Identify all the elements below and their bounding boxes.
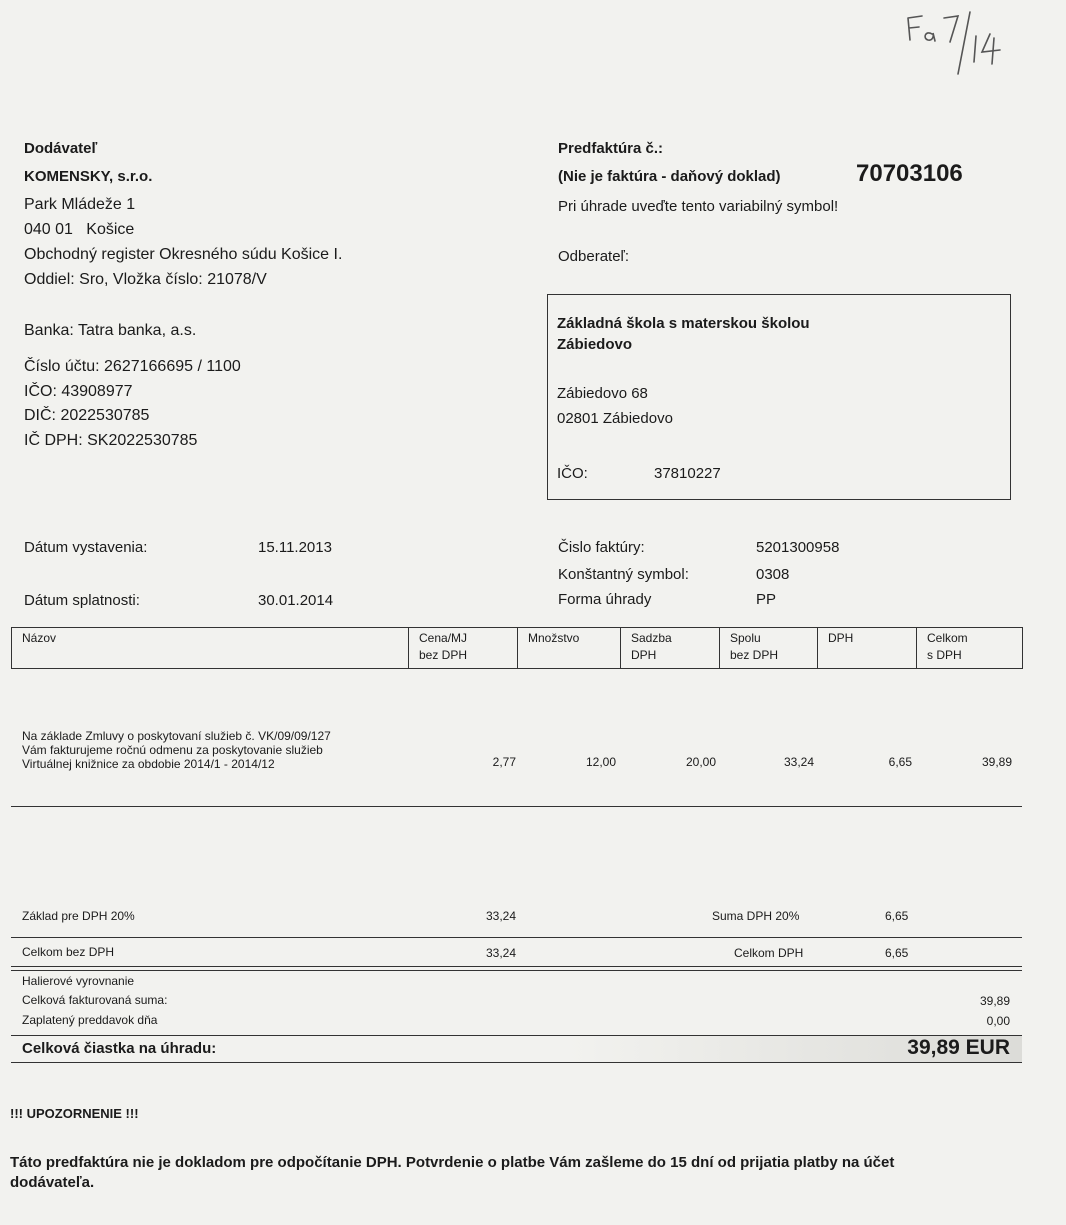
- const-symbol-value: 0308: [756, 566, 790, 583]
- supplier-street: Park Mládeže 1: [24, 196, 136, 213]
- item-vat-rate: 20,00: [685, 755, 716, 769]
- col-header-name: Názov: [12, 628, 409, 669]
- customer-name-line1: Základná škola s materskou školou: [557, 315, 810, 332]
- col-header-vat: DPH: [818, 628, 917, 669]
- item-quantity: 12,00: [585, 755, 616, 769]
- advance-value: 0,00: [986, 1014, 1010, 1028]
- invoiced-label: Celková fakturovaná suma:: [22, 993, 168, 1007]
- customer-name-line2: Zábiedovo: [557, 336, 633, 353]
- rounding-label: Halierové vyrovnanie: [22, 974, 135, 988]
- vat-sum-value: 6,65: [885, 909, 909, 923]
- items-table: [11, 627, 1023, 669]
- invoice-number-value: 5201300958: [756, 539, 840, 556]
- total-due-label: Celková čiastka na úhradu:: [22, 1040, 217, 1057]
- vat-total-label: Celkom DPH: [734, 946, 804, 960]
- proforma-note: (Nie je faktúra - daňový doklad): [558, 168, 781, 185]
- due-date-label: Dátum splatnosti:: [24, 592, 140, 609]
- supplier-ic-dph: IČ DPH: SK2022530785: [24, 432, 198, 449]
- warning-title: !!! UPOZORNENIE !!!: [10, 1106, 139, 1121]
- const-symbol-label: Konštantný symbol:: [558, 566, 689, 583]
- issued-value: 15.11.2013: [258, 539, 332, 556]
- supplier-register: Obchodný register Okresného súdu Košice I.: [24, 246, 343, 263]
- net-total-value: 33,24: [485, 946, 516, 960]
- total-due-value: 39,89 EUR: [907, 1036, 1010, 1059]
- supplier-heading: Dodávateľ: [24, 140, 98, 157]
- item-vat: 6,65: [888, 755, 912, 769]
- item-unit-price: 2,77: [492, 755, 516, 769]
- customer-street: Zábiedovo 68: [557, 385, 648, 402]
- due-date-value: 30.01.2014: [258, 592, 334, 609]
- col-header-unit-price: Cena/MJ bez DPH: [409, 628, 518, 669]
- summary-double-line: [11, 966, 1022, 971]
- issued-label: Dátum vystavenia:: [24, 539, 148, 556]
- summary-line-1: [11, 937, 1022, 938]
- vat-sum-label: Suma DPH 20%: [712, 909, 800, 923]
- col-header-vat-rate: Sadzba DPH: [621, 628, 720, 669]
- supplier-bank: Banka: Tatra banka, a.s.: [24, 322, 197, 339]
- supplier-account: Číslo účtu: 2627166695 / 1100: [24, 358, 241, 375]
- handwritten-annotation: [902, 4, 1012, 80]
- supplier-section: Oddiel: Sro, Vložka číslo: 21078/V: [24, 271, 267, 288]
- supplier-dic: DIČ: 2022530785: [24, 407, 150, 424]
- payment-form-label: Forma úhrady: [558, 591, 652, 608]
- proforma-heading: Predfaktúra č.:: [558, 140, 664, 157]
- supplier-city: 040 01 Košice: [24, 221, 135, 238]
- vat-total-value: 6,65: [885, 946, 909, 960]
- advance-label: Zaplatený preddavok dňa: [22, 1013, 158, 1027]
- invoice-number-label: Čislo faktúry:: [558, 539, 645, 556]
- customer-city: 02801 Zábiedovo: [557, 410, 673, 427]
- item-description: Na základe Zmluvy o poskytovaní služieb č. VK/09/09/127 Vám fakturujeme ročnú odmenu za poskytovanie služieb Virtuálnej knižnice za obdobie 2014/1 - 2014/12: [22, 729, 331, 771]
- col-header-quantity: Množstvo: [518, 628, 621, 669]
- vat-base-value: 33,24: [485, 909, 516, 923]
- customer-ico-value: 37810227: [654, 465, 721, 482]
- customer-ico-label: IČO:: [557, 465, 588, 482]
- table-header-row: [12, 628, 1023, 669]
- invoiced-value: 39,89: [979, 994, 1010, 1008]
- item-total-gross: 39,89: [981, 755, 1012, 769]
- col-header-total-net: Spolu bez DPH: [720, 628, 818, 669]
- proforma-number: 70703106: [856, 160, 963, 187]
- supplier-ico: IČO: 43908977: [24, 383, 133, 400]
- col-header-total-gross: Celkom s DPH: [917, 628, 1023, 669]
- payment-form-value: PP: [756, 591, 777, 608]
- warning-text: Táto predfaktúra nie je dokladom pre odpočítanie DPH. Potvrdenie o platbe Vám zašleme do 15 dní od prijatia platby na účet dodávateľa.: [10, 1154, 895, 1191]
- net-total-label: Celkom bez DPH: [22, 945, 115, 959]
- supplier-name: KOMENSKY, s.r.o.: [24, 168, 153, 185]
- items-end-line: [11, 806, 1022, 807]
- item-total-net: 33,24: [783, 755, 814, 769]
- customer-heading: Odberateľ:: [558, 248, 630, 265]
- vat-base-label: Základ pre DPH 20%: [22, 909, 135, 923]
- proforma-instruction: Pri úhrade uveďte tento variabilný symbol!: [558, 198, 839, 215]
